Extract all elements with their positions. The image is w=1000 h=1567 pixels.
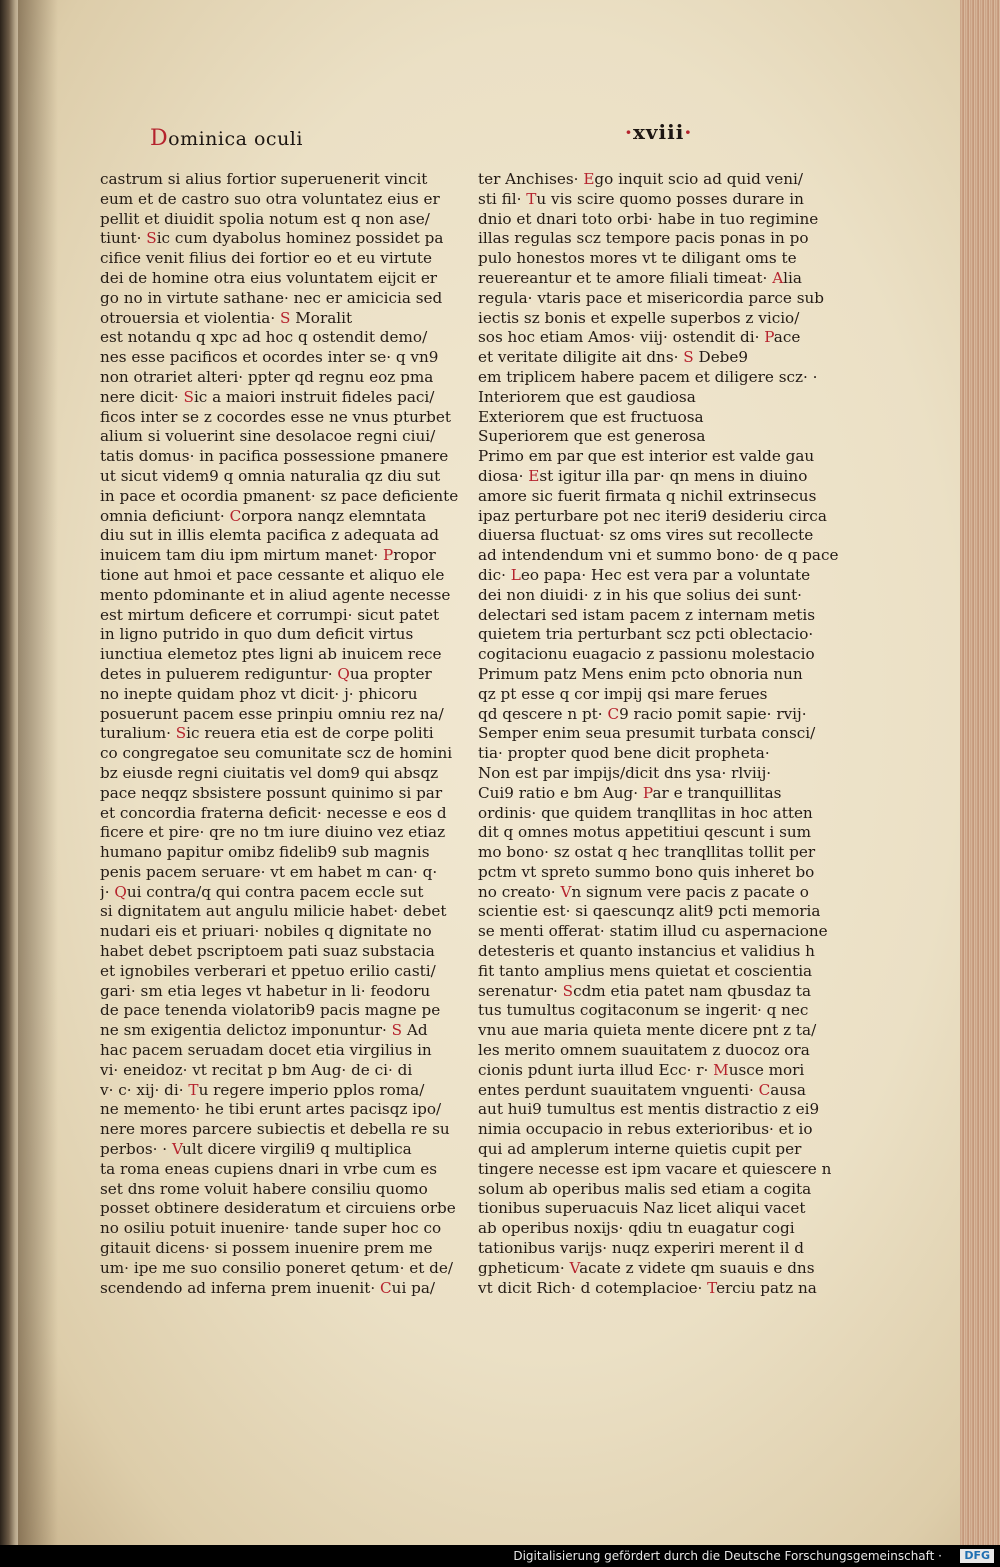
rubricated-initial: S xyxy=(175,724,187,743)
rubricated-initial: C xyxy=(380,1278,392,1297)
rubricated-initial: S xyxy=(683,348,694,367)
rubricated-initial: T xyxy=(188,1080,199,1099)
text-line: entes perdunt suauitatem vnguenti· Causa xyxy=(478,1080,806,1099)
text-line: reuereantur et te amore filiali timeat· Alia xyxy=(478,268,802,287)
rubricated-initial: Q xyxy=(114,882,127,901)
text-line: go no in virtute sathane· nec er amicicia sed xyxy=(100,288,443,307)
text-line: ipaz perturbare pot nec iteri9 desideriu circa xyxy=(478,506,827,525)
text-line: perbos· · Vult dicere virgili9 q multiplica xyxy=(100,1140,412,1159)
text-line: v· c· xij· di· Tu regere imperio pplos roma/ xyxy=(100,1080,425,1099)
text-line: iectis sz bonis et expelle superbos z vicio/ xyxy=(478,308,800,327)
text-line: non otrariet alteri· ppter qd regnu eoz pma xyxy=(100,367,434,386)
rubricated-initial: L xyxy=(510,565,521,584)
rubricated-initial: E xyxy=(528,466,540,485)
text-line: tione aut hmoi et pace cessante et aliquo ele xyxy=(100,565,445,584)
text-line: si dignitatem aut angulu milicie habet· debet xyxy=(100,902,447,921)
text-line: cionis pdunt iurta illud Ecc· r· Musce mori xyxy=(478,1060,805,1079)
text-line: vnu aue maria quieta mente dicere pnt z ta/ xyxy=(478,1021,817,1040)
text-line: fit tanto amplius mens quietat et coscientia xyxy=(478,961,813,980)
text-line: pctm vt spreto summo bono quis inheret bo xyxy=(478,862,815,881)
text-line: j· Qui contra/q qui contra pacem eccle sut xyxy=(100,882,424,901)
text-line: nes esse pacificos et ocordes inter se· q vn9 xyxy=(100,348,439,367)
text-line: tia· propter quod bene dicit propheta· xyxy=(478,744,770,763)
text-line: ne memento· he tibi erunt artes pacisqz ipo/ xyxy=(100,1100,442,1119)
folio-marker-right: · xyxy=(684,120,693,144)
text-line: um· ipe me suo consilio poneret qetum· et de/ xyxy=(100,1258,453,1277)
text-line: et ignobiles verberari et ppetuo erilio casti/ xyxy=(100,961,436,980)
text-line: et concordia fraterna deficit· necesse e eos d xyxy=(100,803,447,822)
text-line: Interiorem que est gaudiosa xyxy=(478,387,696,406)
text-line: tatis domus· in pacifica possessione pmanere xyxy=(100,447,449,466)
text-line: et veritate diligite ait dns· S Debe9 xyxy=(478,348,749,367)
rubricated-initial: P xyxy=(764,328,774,347)
text-line: em triplicem habere pacem et diligere scz· · xyxy=(478,367,818,386)
text-line: Cui9 ratio e bm Aug· Par e tranquillitas xyxy=(478,783,782,802)
text-line: scendendo ad inferna prem inuenit· Cui pa/ xyxy=(100,1278,436,1297)
rubricated-initial: S xyxy=(280,308,291,327)
text-line: cogitacionu euagacio z passionu molestacio xyxy=(478,645,815,664)
text-line: pulo honestos mores vt te diligant oms te xyxy=(478,249,797,268)
text-line: Primo em par que est interior est valde gau xyxy=(478,447,815,466)
rubricated-initial: S xyxy=(562,981,574,1000)
rubricated-initial: P xyxy=(642,783,653,802)
running-head-text: ominica oculi xyxy=(168,128,303,150)
text-line: diosa· Est igitur illa par· qn mens in diuino xyxy=(478,466,808,485)
text-line: tingere necesse est ipm vacare et quiescere n xyxy=(478,1159,832,1178)
rubricated-initial: P xyxy=(383,546,394,565)
text-line: ne sm exigentia delictoz imponuntur· S Ad xyxy=(100,1021,428,1040)
text-line: tiunt· Sic cum dyabolus hominez possidet pa xyxy=(100,229,444,248)
running-head-initial: D xyxy=(150,126,169,151)
text-line: ter Anchises· Ego inquit scio ad quid veni/ xyxy=(478,170,803,188)
rubricated-initial: C xyxy=(607,704,620,723)
text-line: ad intendendum vni et summo bono· de q pace xyxy=(478,546,839,565)
text-line: ut sicut videm9 q omnia naturalia qz diu sut xyxy=(100,466,441,485)
folio-marker-left: · xyxy=(625,120,633,144)
rubricated-initial: T xyxy=(707,1278,717,1297)
text-line: ta roma eneas cupiens dnari in vrbe cum es xyxy=(100,1159,438,1178)
rubricated-initial: M xyxy=(713,1060,729,1079)
text-line: posuerunt pacem esse prinpiu omniu rez na/ xyxy=(100,704,444,723)
text-line: humano papitur omibz fidelib9 sub magnis xyxy=(100,843,430,862)
text-line: diuersa fluctuat· sz oms vires sut recollecte xyxy=(478,526,814,545)
right-text-column xyxy=(478,170,848,1298)
text-line: Superiorem que est generosa xyxy=(478,427,706,446)
text-line: est notandu q xpc ad hoc q ostendit demo/ xyxy=(100,328,428,347)
text-line: gpheticum· Vacate z videte qm suauis e dns xyxy=(478,1258,815,1277)
text-line: Primum patz Mens enim pcto obnoria nun xyxy=(478,664,803,683)
left-text-column xyxy=(100,170,472,1298)
text-line: eum et de castro suo otra voluntatez eius er xyxy=(100,189,440,208)
text-line: inuicem tam diu ipm mirtum manet· Propor xyxy=(100,546,436,565)
dfg-logo: DFG xyxy=(960,1549,994,1563)
text-line: habet debet pscriptoem pati suaz substacia xyxy=(100,942,435,961)
text-line: gitauit dicens· si possem inuenire prem me xyxy=(100,1239,433,1258)
text-line: quietem tria perturbant scz pcti oblectacio· xyxy=(478,625,814,644)
text-line: serenatur· Scdm etia patet nam qbusdaz ta xyxy=(478,981,812,1000)
rubricated-initial: S xyxy=(391,1021,403,1040)
text-line: detesteris et quanto instancius et validius h xyxy=(478,942,815,961)
text-line: qui ad amplerum interne quietis cupit per xyxy=(478,1140,802,1159)
text-line: dei non diuidi· z in his que solius dei sunt· xyxy=(478,585,802,604)
text-line: no osiliu potuit inuenire· tande super hoc co xyxy=(100,1219,442,1238)
text-line: les merito omnem suauitatem z duocoz ora xyxy=(478,1041,810,1060)
rubricated-initial: V xyxy=(569,1258,580,1277)
text-line: scientie est· si qaescunqz alit9 pcti memoria xyxy=(478,902,821,921)
gutter-shadow xyxy=(18,0,58,1545)
rubricated-initial: S xyxy=(146,229,157,248)
page-stack-edge xyxy=(960,0,1000,1545)
text-line: nudari eis et priuari· nobiles q dignitate no xyxy=(100,922,432,941)
text-line: nimia occupacio in rebus exterioribus· et io xyxy=(478,1120,813,1139)
text-line: iunctiua elemetoz ptes ligni ab inuicem rece xyxy=(100,645,442,664)
text-line: dit q omnes motus appetitiui qescunt i sum xyxy=(478,823,812,842)
text-line: amore sic fuerit firmata q nichil extrinsecus xyxy=(478,486,817,505)
rubricated-initial: V xyxy=(560,882,572,901)
text-line: ficere et pire· qre no tm iure diuino vez etiaz xyxy=(100,823,446,842)
text-line: sti fil· Tu vis scire quomo posses durare in xyxy=(478,189,804,208)
text-line: vt dicit Rich· d cotemplacioe· Terciu patz na xyxy=(478,1278,817,1297)
rubricated-initial: A xyxy=(772,268,784,287)
text-line: mento pdominante et in aliud agente necesse xyxy=(100,585,451,604)
text-line: dnio et dnari toto orbi· habe in tuo regimine xyxy=(478,209,819,228)
text-line: dei de homine otra eius voluntatem eijcit er xyxy=(100,268,438,287)
text-line: omnia deficiunt· Corpora nanqz elemntata xyxy=(100,506,427,525)
text-line: nere dicit· Sic a maiori instruit fideles paci/ xyxy=(100,387,435,406)
text-line: illas regulas scz tempore pacis ponas in po xyxy=(478,229,809,248)
text-line: ordinis· que quidem tranqllitas in hoc atten xyxy=(478,803,813,822)
rubricated-initial: E xyxy=(583,170,595,188)
rubricated-initial: C xyxy=(758,1080,771,1099)
text-line: regula· vtaris pace et misericordia parce sub xyxy=(478,288,824,307)
text-line: solum ab operibus malis sed etiam a cogita xyxy=(478,1179,812,1198)
text-line: turalium· Sic reuera etia est de corpe politi xyxy=(100,724,434,743)
rubricated-initial: V xyxy=(171,1140,182,1159)
text-line: dic· Leo papa· Hec est vera par a voluntate xyxy=(478,565,811,584)
folio-text: xviii xyxy=(632,120,685,144)
text-line: ab operibus noxijs· qdiu tn euagatur cogi xyxy=(478,1219,795,1238)
text-line: in ligno putrido in quo dum deficit virtus xyxy=(100,625,414,644)
rubricated-initial: S xyxy=(183,387,194,406)
text-line: cifice venit filius dei fortior eo et eu virtute xyxy=(100,249,432,268)
text-line: aut hui9 tumultus est mentis distractio z ei9 xyxy=(478,1100,820,1119)
text-line: tionibus superuacuis Naz licet aliqui vacet xyxy=(478,1199,806,1218)
text-line: tationibus varijs· nuqz experiri merent il d xyxy=(478,1239,804,1258)
text-line: posset obtinere desideratum et circuiens orbe xyxy=(100,1199,456,1218)
rubricated-initial: T xyxy=(526,189,537,208)
text-line: otrouersia et violentia· S Moralit xyxy=(100,308,353,327)
text-line: no inepte quidam phoz vt dicit· j· phicoru xyxy=(100,684,418,703)
text-line: qz pt esse q cor impij qsi mare ferues xyxy=(478,684,768,703)
text-line: detes in puluerem rediguntur· Qua propter xyxy=(100,664,432,683)
text-line: alium si voluerint sine desolacoe regni ciui/ xyxy=(100,427,436,446)
text-line: in pace et ocordia pmanent· sz pace deficiente xyxy=(100,486,459,505)
text-line: qd qescere n pt· C9 racio pomit sapie· rvij· xyxy=(478,704,807,723)
text-line: Exteriorem que est fructuosa xyxy=(478,407,704,426)
text-line: se menti offerat· statim illud cu aspernacione xyxy=(478,922,828,941)
text-line: set dns rome voluit habere consiliu quomo xyxy=(100,1179,428,1198)
text-line: diu sut in illis elemta pacifica z adequata ad xyxy=(100,526,440,545)
footer-credit: Digitalisierung gefördert durch die Deutsche Forschungsgemeinschaft · xyxy=(513,1549,942,1563)
text-line: pace neqqz sbsistere possunt quinimo si par xyxy=(100,783,443,802)
text-line: tus tumultus cogitaconum se ingerit· q nec xyxy=(478,1001,809,1020)
text-line: Non est par impijs/dicit dns ysa· rlviij· xyxy=(478,763,772,782)
text-line: penis pacem seruare· vt em habet m can· q· xyxy=(100,862,438,881)
text-line: sos hoc etiam Amos· viij· ostendit di· Pace xyxy=(478,328,801,347)
text-line: Semper enim seua presumit turbata consci/ xyxy=(478,724,816,743)
text-line: castrum si alius fortior superuenerit vincit xyxy=(100,170,428,188)
rubricated-initial: C xyxy=(229,506,242,525)
text-line: ficos inter se z cocordes esse ne vnus pturbet xyxy=(100,407,451,426)
text-line: vi· eneidoz· vt recitat p bm Aug· de ci· di xyxy=(100,1060,413,1079)
text-line: hac pacem seruadam docet etia virgilius in xyxy=(100,1041,432,1060)
text-line: nere mores parcere subiectis et debella re su xyxy=(100,1120,450,1139)
text-line: gari· sm etia leges vt habetur in li· feodoru xyxy=(100,981,431,1000)
rubricated-initial: Q xyxy=(337,664,350,683)
text-line: bz eiusde regni ciuitatis vel dom9 qui absqz xyxy=(100,763,439,782)
running-head xyxy=(150,126,303,151)
text-line: de pace tenenda violatorib9 pacis magne pe xyxy=(100,1001,441,1020)
text-line: delectari sed istam pacem z internam metis xyxy=(478,605,816,624)
text-line: est mirtum deficere et corrumpi· sicut patet xyxy=(100,605,440,624)
folio-number xyxy=(625,120,692,144)
text-line: no creato· Vn signum vere pacis z pacate o xyxy=(478,882,809,901)
text-line: co congregatoe seu comunitate scz de homini xyxy=(100,744,453,763)
text-line: pellit et diuidit spolia notum est q non ase/ xyxy=(100,209,430,228)
text-line: mo bono· sz ostat q hec tranqllitas tollit per xyxy=(478,843,816,862)
